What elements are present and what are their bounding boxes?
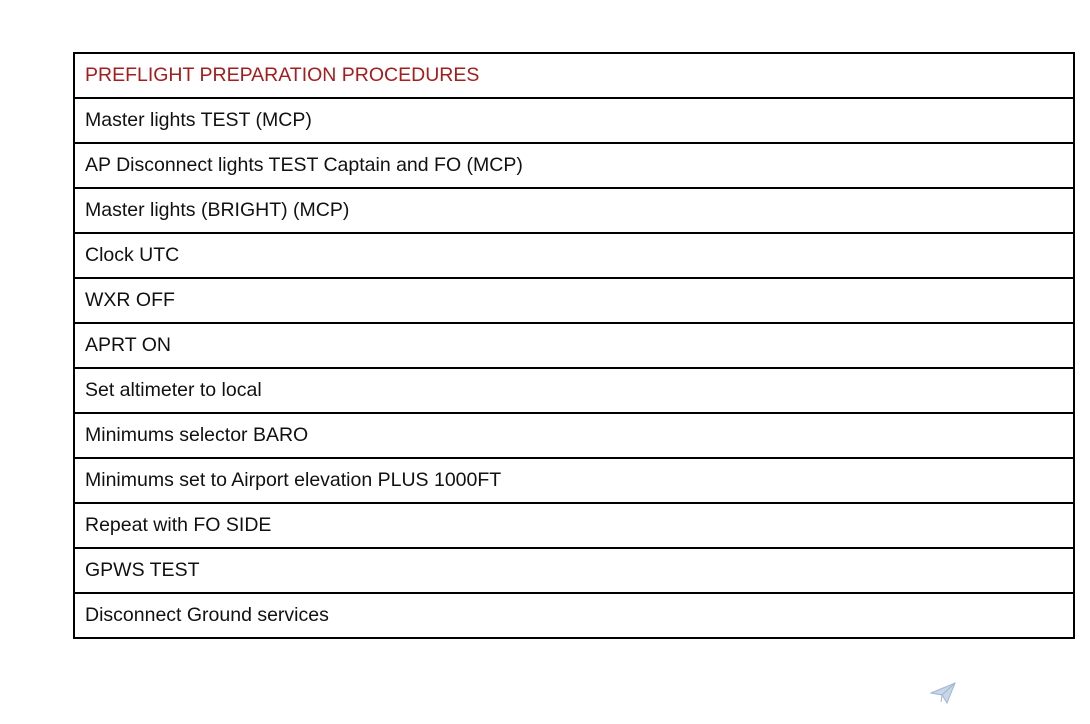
- step-text: Minimums set to Airport elevation PLUS 1000FT: [74, 458, 1074, 503]
- step-text: Set altimeter to local: [74, 368, 1074, 413]
- table-row: [74, 593, 1074, 638]
- step-text: Minimums selector BARO: [74, 413, 1074, 458]
- step-text: Clock UTC: [74, 233, 1074, 278]
- step-text: Repeat with FO SIDE: [74, 503, 1074, 548]
- table-row: [74, 278, 1074, 323]
- step-text: Master lights TEST (MCP): [74, 98, 1074, 143]
- paper-plane-icon[interactable]: [930, 682, 956, 704]
- table-row: [74, 323, 1074, 368]
- table-row: [74, 548, 1074, 593]
- table-row: [74, 98, 1074, 143]
- step-text: AP Disconnect lights TEST Captain and FO (MCP): [74, 143, 1074, 188]
- table-title: PREFLIGHT PREPARATION PROCEDURES: [74, 53, 1074, 98]
- step-text: APRT ON: [74, 323, 1074, 368]
- step-text: GPWS TEST: [74, 548, 1074, 593]
- table-row: [74, 503, 1074, 548]
- table-header-row: [74, 53, 1074, 98]
- table-row: [74, 143, 1074, 188]
- table-row: [74, 233, 1074, 278]
- step-text: Master lights (BRIGHT) (MCP): [74, 188, 1074, 233]
- step-text: Disconnect Ground services: [74, 593, 1074, 638]
- table-row: [74, 413, 1074, 458]
- step-text: WXR OFF: [74, 278, 1074, 323]
- procedures-table: [73, 52, 1075, 639]
- table-row: [74, 458, 1074, 503]
- table-row: [74, 188, 1074, 233]
- table-row: [74, 368, 1074, 413]
